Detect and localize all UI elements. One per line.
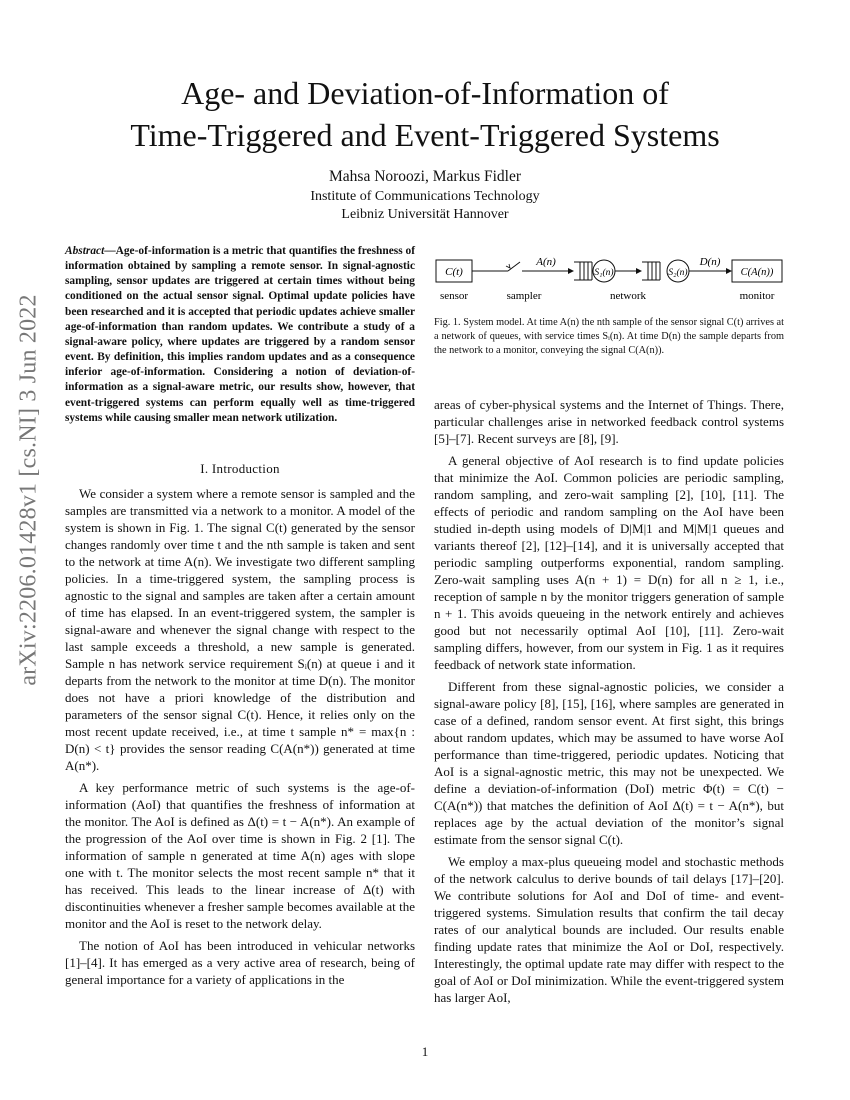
- figure-1-system-model: [434, 250, 784, 308]
- arxiv-side-stamp: [14, 294, 44, 686]
- arrow-to-monitor: [726, 268, 732, 274]
- page-number: 1: [421, 1044, 429, 1059]
- right-paragraph-3: Different from these signal-agnostic policies, we consider a signal-aware policy [8], [15], [16], where samples are generated in case of a defined, random sensor event. At first sight, this brings about random updates, which may be assumed to have worse AoI performance than time-triggered, periodic updates. Noticing that AoI is a signal-agnostic metric, this may not be unexpected. We define a deviation-of-information (DoI) metric Φ(t) = C(t) − C(A(n*)) that matches the definition of AoI Δ(t) = t − A(n*), but replaces age by the actual deviation of the monitor’s signal estimate from the sensor signal C(t).: [434, 679, 784, 847]
- server-1-label: S₁(n): [594, 268, 614, 278]
- figure-1-caption: Fig. 1. System model. At time A(n) the nth sample of the sensor signal C(t) arrives at a network of queues, with service times Sᵢ(n). At time D(n) the sample departs from the network to a monitor, conveying the signal C(A(n)).: [434, 317, 784, 357]
- left-paragraph-1: We consider a system where a remote sensor is sampled and the samples are transmitted via a network to a monitor. A model of the system is shown in Fig. 1. The signal C(t) generated by the sensor changes randomly over time t and the nth sample is taken and sent to the network at time A(n). We investigate two different sampling policies. In a time-triggered system, the sampling process is agnostic to the signal and samples are taken after a certain amount of time has elapsed. In an event-triggered system, the sampler is signal-aware and whenever the signal change with respect to the last sample exceeds a threshold, a new sample is generated. Sample n has network service requirement Sᵢ(n) at queue i and it departs from the network to the monitor at time D(n). The monitor does not have a priori knowledge of the distribution and parameters of the sensor signal C(t). Hence, it relies only on the most recent update received, i.e., at time t sample n* = max{n : D(n) < t} provides the sensor reading C(A(n*)) generated at time A(n*).: [65, 486, 415, 773]
- right-column-body: [434, 396, 784, 1006]
- right-paragraph-1: areas of cyber-physical systems and the Internet of Things. There, particular challenges arise in networked feedback control systems [5]–[7]. Recent surveys are [8], [9].: [434, 397, 784, 446]
- abstract-text: —Age-of-information is a metric that quantifies the freshness of information obtained by sampling a remote sensor. In signal-agnostic sampling, sensor updates are triggered at certain times without being conditioned on the actual sensor signal. Optimal update policies have been researched and it is accepted that periodic updates achieve smaller age-of-information than random updates. We contribute a study of a signal-aware policy, where updates are triggered by a random sensor event. By definition, this implies random updates and as a consequence inferior age-of-information. Considering a notion of deviation-of-information as a signal-aware metric, our results show, however, that event-triggered systems can perform equally well as time-triggered systems while causing smaller mean network utilization.: [65, 245, 415, 424]
- right-paragraph-4: We employ a max-plus queueing model and stochastic methods of the network calculus to derive bounds of tail delays [17]–[20]. We contribute solutions for AoI and DoI of time- and event-triggered systems. Simulation results that confirm the tail decay rates of our analytical bounds are included. Our results enable finding update rates that minimize the AoI or DoI, respectively. Interestingly, the optimal update rate may differ with respect to the goal of AoI or DoI minimization. While the event-triggered system has larger AoI,: [434, 854, 784, 1005]
- label-monitor: monitor: [739, 290, 775, 302]
- author-names: Mahsa Noroozi, Markus Fidler: [329, 168, 521, 185]
- arxiv-stamp-text: arXiv:2206.01428v1 [cs.NI] 3 Jun 2022: [15, 294, 42, 686]
- affiliation-line-1: Institute of Communications Technology: [310, 189, 540, 204]
- title-line-2: Time-Triggered and Event-Triggered Systems: [130, 117, 720, 153]
- arrow-to-queue1: [568, 268, 574, 274]
- abstract-label: Abstract: [65, 245, 105, 257]
- title-line-1: Age- and Deviation-of-Information of: [181, 75, 669, 111]
- label-network: network: [609, 290, 647, 302]
- left-paragraph-2: A key performance metric of such systems is the age-of-information (AoI) that quantifies the freshness of information at the monitor. The AoI is defined as Δ(t) = t − A(n*). An example of the progression of the AoI over time is shown in Fig. 2 [1]. The information of sample n generated at time A(n) ages with slope one with t. The monitor selects the most recent sample n* that it has received. This leads to the linear increase of Δ(t) with discontinuities whenever a fresher sample becomes available at the monitor and the AoI is reset to the network delay.: [65, 780, 415, 931]
- system-model-diagram: [434, 250, 784, 308]
- arrow-to-queue2: [636, 268, 642, 274]
- author-block: [0, 168, 850, 224]
- left-paragraph-3: The notion of AoI has been introduced in vehicular networks [1]–[4]. It has emerged as a very active area of research, being of general importance for a variety of applications in the: [65, 938, 415, 987]
- monitor-box-label: C(A(n)): [740, 267, 774, 278]
- sampler-arrow-mark: [506, 264, 510, 268]
- server-2-label: S₂(n): [668, 268, 688, 278]
- right-paragraph-2: A general objective of AoI research is to find update policies that minimize the AoI. Common policies are periodic sampling, random sampling, and zero-wait sampling [2], [10], [11]. The effects of periodic and random sampling on the AoI have been studied in-depth using models of D|M|1 and M|M|1 queues and variants thereof [2], [12]–[14], and it is universally accepted that periodic sampling outperforms exponential, random sampling. Zero-wait sampling uses A(n + 1) = D(n) for all n ≥ 1, i.e., reception of sample n by the monitor triggers generation of sample n + 1. This avoids queueing in the network entirely and achieves good but not necessarily optimal AoI [10], [11]. Zero-wait sampling differs, however, from our system in Fig. 1 as it requires feedback of network state information.: [434, 453, 784, 672]
- abstract: [65, 244, 415, 426]
- label-sensor: sensor: [439, 290, 469, 302]
- section-heading-introduction: I. Introduction: [200, 461, 280, 476]
- sensor-box-label: C(t): [445, 266, 463, 278]
- label-arrival: A(n): [536, 256, 556, 268]
- label-departure: D(n): [699, 256, 721, 268]
- paper-title: [0, 72, 850, 156]
- label-sampler: sampler: [506, 290, 542, 302]
- affiliation-line-2: Leibniz Universität Hannover: [341, 207, 509, 222]
- left-column-body: [65, 485, 415, 988]
